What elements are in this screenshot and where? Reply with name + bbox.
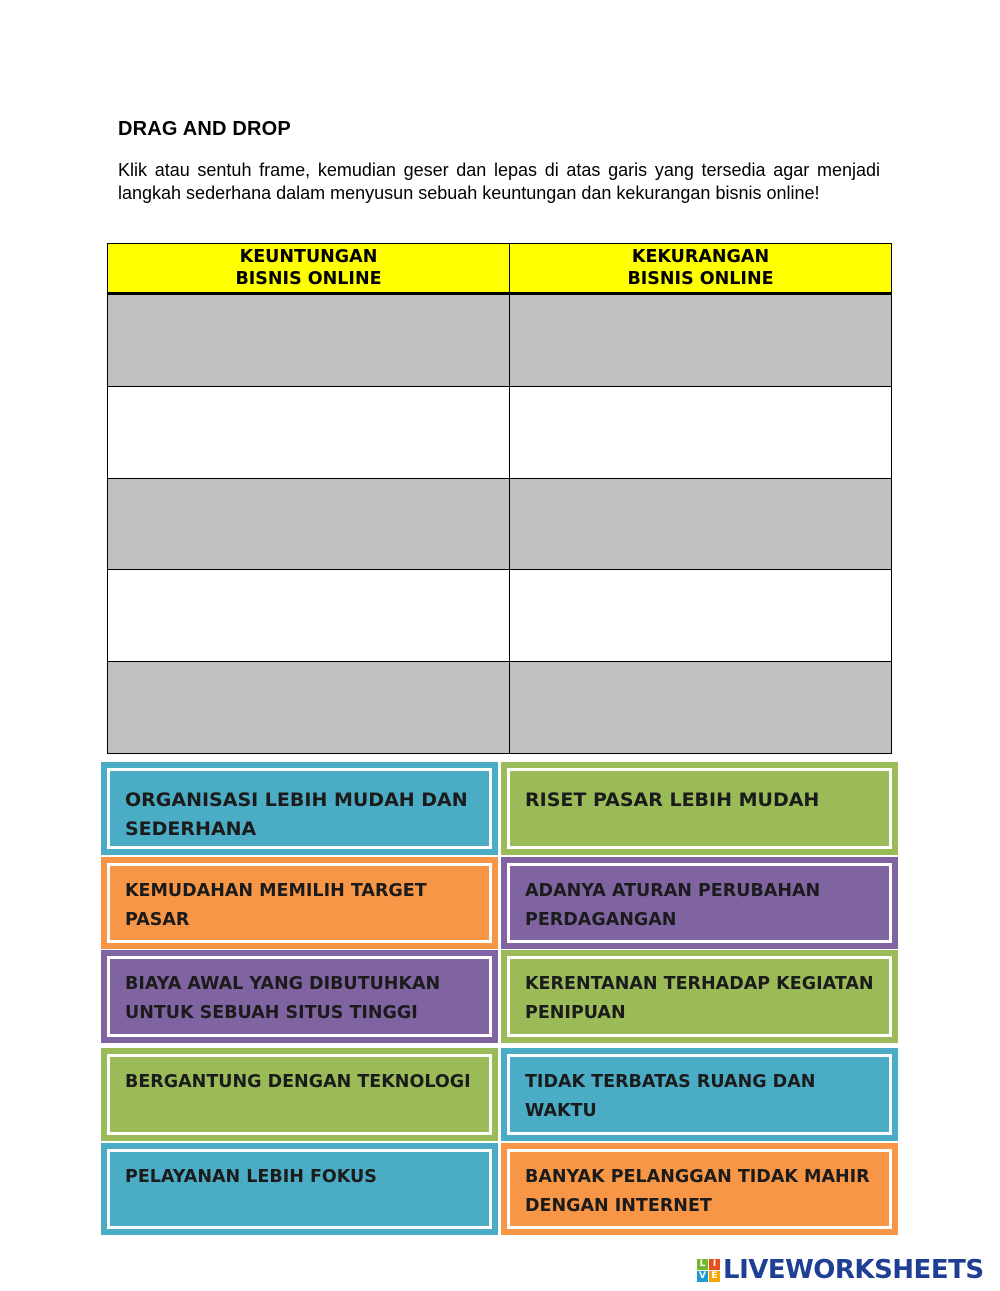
- table-header-row: [108, 244, 892, 294]
- card-label: KERENTANAN TERHADAP KEGIATAN PENIPUAN: [525, 974, 874, 1023]
- brand-name: LIVEWORKSHEETS: [723, 1255, 984, 1285]
- card-label: ORGANISASI LEBIH MUDAH DAN SEDERHANA: [125, 789, 468, 840]
- logo-icon-letter: I: [709, 1259, 720, 1270]
- drop-zone-kekurangan-3[interactable]: [510, 478, 892, 570]
- page-title: DRAG AND DROP: [118, 118, 291, 140]
- drop-zone-keuntungan-3[interactable]: [108, 478, 510, 570]
- drop-zone-keuntungan-1[interactable]: [108, 294, 510, 387]
- column-header-kekurangan: [510, 244, 892, 294]
- logo-icon-letter: V: [697, 1271, 708, 1282]
- draggable-card[interactable]: [501, 857, 898, 949]
- drop-zone-keuntungan-4[interactable]: [108, 570, 510, 662]
- logo-icon-letter: E: [709, 1271, 720, 1282]
- drop-zone-kekurangan-4[interactable]: [510, 570, 892, 662]
- logo-icon-letter: L: [697, 1259, 708, 1270]
- liveworksheets-logo: [697, 1253, 984, 1287]
- column-header-line: KEUNTUNGAN: [239, 247, 378, 267]
- table-row: [108, 570, 892, 662]
- table-row: [108, 294, 892, 387]
- liveworksheets-logo-icon: [697, 1259, 720, 1282]
- column-header-line: BISNIS ONLINE: [627, 269, 774, 289]
- card-label: BANYAK PELANGGAN TIDAK MAHIR DENGAN INTERNET: [525, 1167, 870, 1216]
- card-label: RISET PASAR LEBIH MUDAH: [525, 789, 820, 811]
- drop-zone-keuntungan-5[interactable]: [108, 662, 510, 754]
- draggable-card[interactable]: [101, 950, 498, 1043]
- draggable-card[interactable]: [101, 1048, 498, 1141]
- card-label: KEMUDAHAN MEMILIH TARGET PASAR: [125, 881, 427, 930]
- card-label: BIAYA AWAL YANG DIBUTUHKAN UNTUK SEBUAH SITUS TINGGI: [125, 974, 441, 1023]
- table-row: [108, 386, 892, 478]
- drop-zone-kekurangan-5[interactable]: [510, 662, 892, 754]
- drop-zone-kekurangan-1[interactable]: [510, 294, 892, 387]
- draggable-card[interactable]: [501, 1143, 898, 1235]
- column-header-line: KEKURANGAN: [631, 247, 770, 267]
- drop-zone-keuntungan-2[interactable]: [108, 386, 510, 478]
- drop-zone-kekurangan-2[interactable]: [510, 386, 892, 478]
- draggable-card[interactable]: [501, 762, 898, 855]
- draggable-card[interactable]: [501, 1048, 898, 1141]
- column-header-line: BISNIS ONLINE: [235, 269, 382, 289]
- card-label: ADANYA ATURAN PERUBAHAN PERDAGANGAN: [525, 881, 821, 930]
- table-row: [108, 662, 892, 754]
- card-label: BERGANTUNG DENGAN TEKNOLOGI: [125, 1072, 471, 1092]
- draggable-card[interactable]: [501, 950, 898, 1043]
- column-header-keuntungan: [108, 244, 510, 294]
- table-row: [108, 478, 892, 570]
- draggable-card[interactable]: [101, 1143, 498, 1235]
- card-label: TIDAK TERBATAS RUANG DAN WAKTU: [525, 1072, 816, 1121]
- answer-table: [107, 243, 892, 754]
- draggable-card[interactable]: [101, 762, 498, 855]
- draggable-card[interactable]: [101, 857, 498, 949]
- instruction-text: Klik atau sentuh frame, kemudian geser dan lepas di atas garis yang tersedia agar menjadi langkah sederhana dalam menyusun sebuah keuntungan dan kekurangan bisnis online!: [118, 160, 880, 203]
- card-label: PELAYANAN LEBIH FOKUS: [125, 1167, 377, 1187]
